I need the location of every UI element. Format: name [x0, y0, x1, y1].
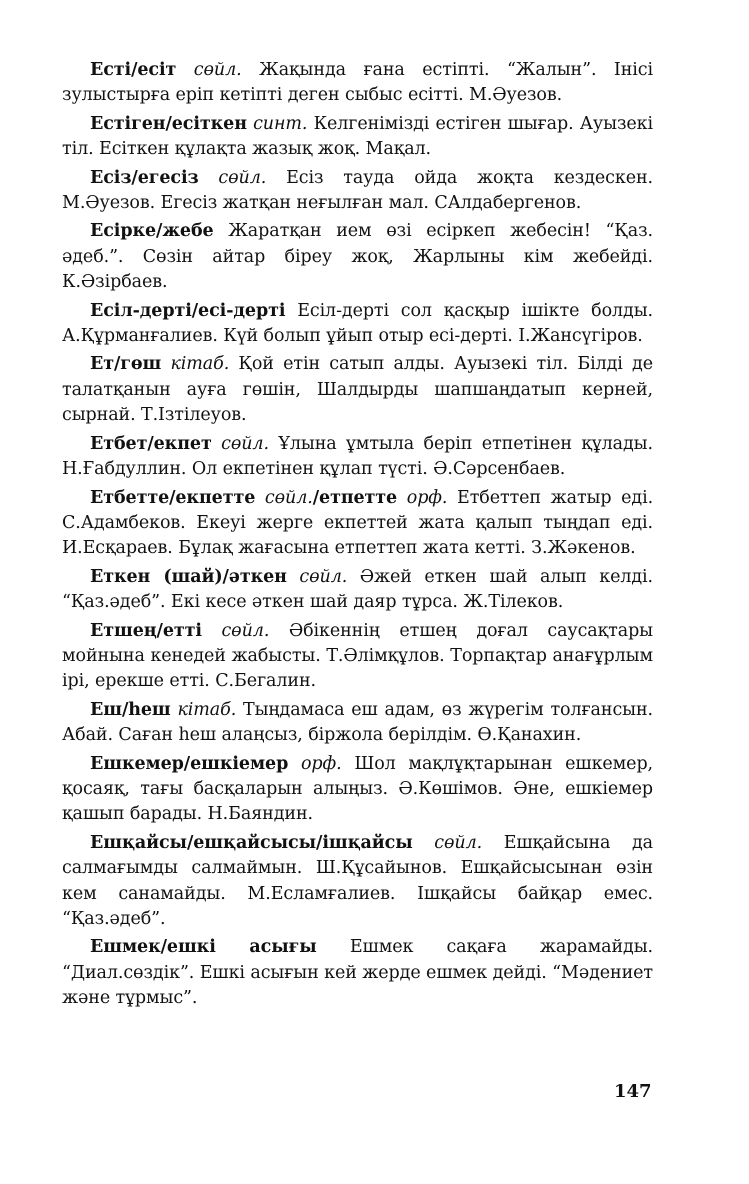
entry-label: сөйл. [221, 620, 270, 641]
entry-text: Тыңдамаса еш адам, өз жүрегім толғансын. Абай. Саған һеш алаңсыз, біржола берілдім. Ө.Қанахин. [62, 699, 653, 746]
dictionary-entry [62, 299, 653, 350]
dictionary-entry [62, 432, 653, 483]
entry-text: Жаратқан ием өзі есіркеп жебесін! “Қаз. әдеб.”. Сөзін айтар біреу жоқ, Жарлыны кім жебейді. К.Әзірбаев. [62, 221, 653, 293]
dictionary-entry [62, 112, 653, 163]
entries-list [62, 58, 653, 1012]
entry-headword: Еш/һеш [90, 699, 171, 720]
entry-label-variant: орф. [406, 487, 448, 508]
entry-headword-variant: /етпетте [312, 487, 398, 508]
dictionary-entry [62, 166, 653, 217]
dictionary-entry [62, 935, 653, 1011]
entry-text: Келгенімізді естіген шығар. Ауызекі тіл. Есіткен құлақта жазық жоқ. Мақал. [62, 113, 653, 160]
entry-text: Әжей еткен шай алып келді. “Қаз.әдеб”. Екі кесе әткен шай даяр тұрса. Ж.Тілеков. [62, 566, 653, 613]
dictionary-entry [62, 698, 653, 749]
entry-headword: Ешмек/ешкі асығы [90, 937, 317, 958]
entry-headword: Есті/есіт [90, 60, 177, 80]
entry-headword: Ешқайсы/ешқайсысы/ішқайсы [90, 832, 413, 853]
entry-text: Ешмек сақаға жарамайды. “Диал.сөздік”. Ешкі асығын кей жерде ешмек дейді. “Мәдениет және тұрмыс”. [62, 937, 653, 1009]
entry-headword: Ет/гөш [90, 354, 162, 375]
entry-label: сөйл. [193, 60, 242, 80]
entry-headword: Еткен (шай)/әткен [90, 566, 287, 587]
entry-headword: Есірке/жебе [90, 221, 214, 242]
dictionary-entry [62, 58, 653, 109]
dictionary-entry [62, 752, 653, 828]
dictionary-entry [62, 565, 653, 616]
entry-headword: Етбетте/екпетте [90, 487, 256, 508]
entry-headword: Етшең/етті [90, 620, 202, 641]
entry-text: Ешқайсына да салмағымды салмаймын. Ш.Құсайынов. Ешқайсысынан өзін кем санамайды. М.Есламғалиев. Ішқайсы байқар емес. “Қаз.әдеб”. [62, 832, 653, 929]
entry-headword: Ешкемер/ешкіемер [90, 753, 289, 774]
entry-text: Есіл-дерті сол қасқыр ішікте болды. А.Құрманғалиев. Күй болып ұйып отыр есі-дерті. І.Жансүгіров. [62, 300, 653, 347]
dictionary-entry [62, 486, 653, 562]
entry-label: сөйл. [434, 832, 483, 853]
entry-text: Ұлына ұмтыла беріп етпетінен құлады. Н.Ғабдуллин. Ол екпетінен құлап түсті. Ә.Сәрсенбаев. [62, 433, 653, 480]
entry-label: сөйл. [264, 487, 313, 508]
entry-headword: Естіген/есіткен [90, 113, 247, 134]
entry-text: Қой етін сатып алды. Ауызекі тіл. Білді де талатқанын ауға гөшін, Шалдырды шапшаңдатып керней, сырнай. Т.Ізтілеуов. [62, 354, 653, 426]
entry-headword: Етбет/екпет [90, 433, 212, 454]
entry-label: кітаб. [170, 354, 230, 375]
entry-label: орф. [300, 753, 342, 774]
page-number: 147 [614, 1081, 652, 1102]
entry-headword: Есіз/егесіз [90, 167, 199, 188]
dictionary-entry [62, 619, 653, 695]
entry-text: Әбікеннің етшең доғал саусақтары мойнына кенедей жабысты. Т.Әлімқұлов. Торпақтар анағұрлым ірі, ерекше етті. С.Бегалин. [62, 620, 653, 692]
entry-label: синт. [253, 113, 308, 134]
entry-label: сөйл. [221, 433, 269, 454]
entry-text: Есіз тауда ойда жоқта кездескен. М.Әуезов. Егесіз жатқан неғылған мал. САлдабергенов. [62, 167, 654, 214]
entry-label: кітаб. [177, 699, 237, 720]
dictionary-entry [62, 219, 653, 295]
entry-headword: Есіл-дерті/есі-дерті [90, 300, 286, 321]
entry-label: сөйл. [218, 167, 267, 188]
dictionary-entry [62, 831, 653, 933]
entry-text: Жақында ғана естіпті. “Жалын”. Інісі зулыстырға еріп кетіпті деген сыбыс есітті. М.Әуезов. [62, 60, 653, 106]
dictionary-entry [62, 352, 653, 428]
entry-text: Шол мақлұқтарынан ешкемер, қосаяқ, тағы басқаларын алыңыз. Ә.Көшімов. Әне, ешкіемер қашып барады. Н.Баяндин. [62, 753, 654, 825]
entry-label: сөйл. [299, 566, 348, 587]
entry-text: Етбеттеп жатыр еді. С.Адамбеков. Екеуі жерге екпеттей жата қалып тыңдап еді. И.Есқараев. Бұлақ жағасына етпеттеп жата кетті. З.Жәкенов. [62, 487, 654, 559]
